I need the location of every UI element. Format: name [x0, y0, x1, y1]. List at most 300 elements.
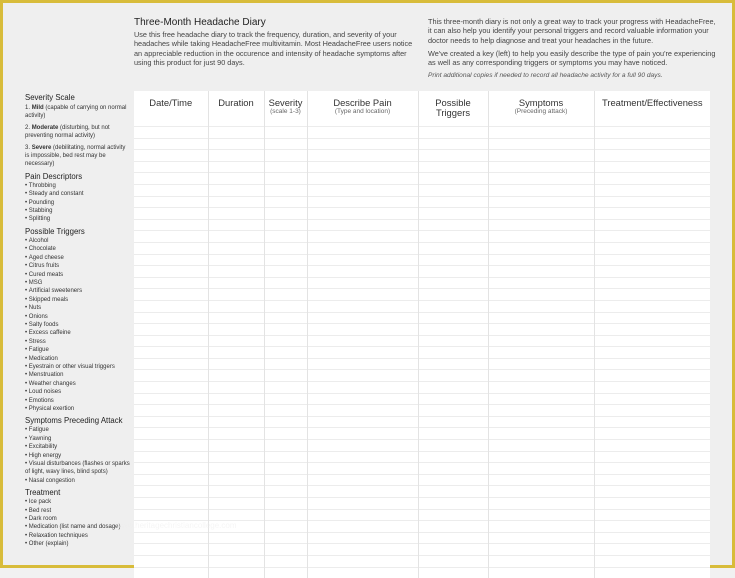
table-cell[interactable] [418, 266, 488, 278]
list-item: • Excess caffeine [25, 329, 130, 337]
table-cell[interactable] [264, 161, 307, 173]
table-row [134, 532, 710, 544]
table-cell[interactable] [208, 196, 264, 208]
table-cell[interactable] [307, 358, 418, 370]
table-cell[interactable] [264, 486, 307, 498]
table-cell[interactable] [134, 509, 208, 521]
table-cell[interactable] [307, 300, 418, 312]
table-cell[interactable] [594, 405, 710, 417]
table-cell[interactable] [134, 370, 208, 382]
table-cell[interactable] [488, 312, 594, 324]
table-cell[interactable] [418, 509, 488, 521]
table-cell[interactable] [594, 416, 710, 428]
table-cell[interactable] [307, 393, 418, 405]
column-header-possible-triggers: Possible Triggers [418, 91, 488, 127]
table-cell[interactable] [134, 184, 208, 196]
table-cell[interactable] [134, 567, 208, 578]
table-cell[interactable] [264, 184, 307, 196]
table-cell[interactable] [418, 498, 488, 510]
list-item: • Skipped meals [25, 296, 130, 304]
table-cell[interactable] [307, 266, 418, 278]
table-cell[interactable] [418, 150, 488, 162]
table-cell[interactable] [594, 474, 710, 486]
table-cell[interactable] [307, 289, 418, 301]
table-cell[interactable] [488, 416, 594, 428]
table-cell[interactable] [264, 382, 307, 394]
table-row [134, 463, 710, 475]
table-cell[interactable] [488, 405, 594, 417]
table-cell[interactable] [418, 416, 488, 428]
list-item: • Excitability [25, 443, 130, 451]
table-cell[interactable] [134, 544, 208, 556]
table-cell[interactable] [488, 532, 594, 544]
table-cell[interactable] [208, 138, 264, 150]
table-cell[interactable] [594, 382, 710, 394]
table-cell[interactable] [594, 277, 710, 289]
table-cell[interactable] [488, 242, 594, 254]
table-cell[interactable] [208, 474, 264, 486]
table-cell[interactable] [488, 498, 594, 510]
table-cell[interactable] [134, 161, 208, 173]
table-cell[interactable] [594, 428, 710, 440]
table-cell[interactable] [264, 405, 307, 417]
table-cell[interactable] [307, 324, 418, 336]
table-cell[interactable] [134, 498, 208, 510]
table-cell[interactable] [134, 266, 208, 278]
table-cell[interactable] [488, 451, 594, 463]
table-cell[interactable] [208, 347, 264, 359]
table-cell[interactable] [418, 486, 488, 498]
table-cell[interactable] [208, 289, 264, 301]
table-cell[interactable] [307, 509, 418, 521]
table-cell[interactable] [134, 428, 208, 440]
table-cell[interactable] [418, 231, 488, 243]
table-cell[interactable] [488, 266, 594, 278]
table-cell[interactable] [418, 127, 488, 139]
table-cell[interactable] [418, 300, 488, 312]
table-row [134, 173, 710, 185]
table-cell[interactable] [488, 173, 594, 185]
table-cell[interactable] [488, 184, 594, 196]
table-cell[interactable] [307, 521, 418, 533]
table-cell[interactable] [418, 382, 488, 394]
table-cell[interactable] [594, 370, 710, 382]
table-cell[interactable] [208, 173, 264, 185]
table-cell[interactable] [307, 347, 418, 359]
table-cell[interactable] [134, 242, 208, 254]
table-cell[interactable] [134, 173, 208, 185]
table-cell[interactable] [264, 254, 307, 266]
list-item: • Steady and constant [25, 190, 130, 198]
list-item: • Onions [25, 313, 130, 321]
table-cell[interactable] [264, 266, 307, 278]
table-cell[interactable] [594, 463, 710, 475]
table-cell[interactable] [594, 347, 710, 359]
table-cell[interactable] [307, 231, 418, 243]
table-cell[interactable] [307, 242, 418, 254]
table-cell[interactable] [594, 440, 710, 452]
table-cell[interactable] [488, 555, 594, 567]
list-item: • Nuts [25, 304, 130, 312]
table-cell[interactable] [208, 161, 264, 173]
table-cell[interactable] [488, 289, 594, 301]
table-cell[interactable] [488, 300, 594, 312]
table-cell[interactable] [264, 567, 307, 578]
table-cell[interactable] [264, 196, 307, 208]
table-cell[interactable] [488, 370, 594, 382]
table-cell[interactable] [594, 532, 710, 544]
table-cell[interactable] [208, 266, 264, 278]
table-cell[interactable] [264, 544, 307, 556]
table-cell[interactable] [264, 532, 307, 544]
table-cell[interactable] [418, 532, 488, 544]
table-cell[interactable] [488, 347, 594, 359]
table-cell[interactable] [134, 555, 208, 567]
table-cell[interactable] [264, 509, 307, 521]
table-cell[interactable] [594, 208, 710, 220]
table-cell[interactable] [134, 277, 208, 289]
table-cell[interactable] [208, 486, 264, 498]
table-cell[interactable] [594, 324, 710, 336]
table-cell[interactable] [307, 451, 418, 463]
table-cell[interactable] [264, 231, 307, 243]
intro-text: Use this free headache diary to track the frequency, duration, and severity of your headaches while taking HeadacheFree multivitamin. Most HeadacheFree users notice an appreciable reduction in the occurence and intensity of headache symptoms after using this product for just 90 days. [134, 30, 419, 67]
table-cell[interactable] [208, 324, 264, 336]
table-cell[interactable] [418, 521, 488, 533]
table-cell[interactable] [488, 428, 594, 440]
table-cell[interactable] [264, 428, 307, 440]
table-cell[interactable] [594, 555, 710, 567]
table-cell[interactable] [134, 440, 208, 452]
table-cell[interactable] [208, 150, 264, 162]
table-row [134, 370, 710, 382]
table-cell[interactable] [208, 567, 264, 578]
table-cell[interactable] [264, 440, 307, 452]
table-cell[interactable] [134, 486, 208, 498]
table-cell[interactable] [307, 208, 418, 220]
table-cell[interactable] [208, 208, 264, 220]
table-cell[interactable] [488, 474, 594, 486]
table-cell[interactable] [134, 347, 208, 359]
table-cell[interactable] [594, 486, 710, 498]
table-cell[interactable] [488, 127, 594, 139]
table-cell[interactable] [264, 451, 307, 463]
table-cell[interactable] [307, 254, 418, 266]
table-cell[interactable] [208, 405, 264, 417]
table-cell[interactable] [307, 382, 418, 394]
table-cell[interactable] [264, 498, 307, 510]
table-cell[interactable] [488, 567, 594, 578]
table-cell[interactable] [418, 393, 488, 405]
table-cell[interactable] [264, 335, 307, 347]
table-cell[interactable] [134, 289, 208, 301]
table-cell[interactable] [307, 463, 418, 475]
column-header-symptoms: Symptoms (Preceding attack) [488, 91, 594, 127]
table-cell[interactable] [307, 196, 418, 208]
table-cell[interactable] [488, 335, 594, 347]
table-cell[interactable] [264, 242, 307, 254]
table-cell[interactable] [418, 312, 488, 324]
list-item: • Stabbing [25, 207, 130, 215]
table-cell[interactable] [488, 382, 594, 394]
table-cell[interactable] [594, 312, 710, 324]
table-row [134, 416, 710, 428]
table-cell[interactable] [307, 184, 418, 196]
table-cell[interactable] [208, 440, 264, 452]
table-cell[interactable] [307, 370, 418, 382]
table-cell[interactable] [134, 208, 208, 220]
table-cell[interactable] [134, 405, 208, 417]
table-cell[interactable] [134, 416, 208, 428]
table-cell[interactable] [208, 231, 264, 243]
table-cell[interactable] [134, 393, 208, 405]
table-cell[interactable] [594, 521, 710, 533]
table-cell[interactable] [307, 486, 418, 498]
table-cell[interactable] [307, 474, 418, 486]
possible-triggers-list [25, 237, 130, 414]
table-cell[interactable] [488, 277, 594, 289]
table-cell[interactable] [594, 219, 710, 231]
table-cell[interactable] [488, 219, 594, 231]
table-cell[interactable] [307, 219, 418, 231]
table-cell[interactable] [418, 463, 488, 475]
table-cell[interactable] [488, 463, 594, 475]
table-cell[interactable] [264, 324, 307, 336]
table-cell[interactable] [418, 335, 488, 347]
table-cell[interactable] [594, 196, 710, 208]
table-cell[interactable] [134, 335, 208, 347]
table-cell[interactable] [418, 184, 488, 196]
table-row [134, 289, 710, 301]
treatment-heading: Treatment [25, 488, 130, 498]
table-cell[interactable] [594, 138, 710, 150]
table-cell[interactable] [488, 486, 594, 498]
table-cell[interactable] [208, 335, 264, 347]
table-cell[interactable] [264, 416, 307, 428]
table-cell[interactable] [264, 555, 307, 567]
table-cell[interactable] [208, 277, 264, 289]
table-cell[interactable] [264, 208, 307, 220]
list-item: • Fatigue [25, 426, 130, 434]
table-cell[interactable] [418, 208, 488, 220]
table-cell[interactable] [264, 173, 307, 185]
table-cell[interactable] [134, 451, 208, 463]
table-cell[interactable] [134, 150, 208, 162]
table-cell[interactable] [134, 312, 208, 324]
table-cell[interactable] [307, 127, 418, 139]
table-cell[interactable] [488, 208, 594, 220]
table-cell[interactable] [208, 498, 264, 510]
table-cell[interactable] [418, 405, 488, 417]
table-cell[interactable] [594, 254, 710, 266]
table-cell[interactable] [208, 219, 264, 231]
table-cell[interactable] [418, 567, 488, 578]
table-cell[interactable] [134, 324, 208, 336]
table-cell[interactable] [418, 347, 488, 359]
table-cell[interactable] [418, 173, 488, 185]
table-row [134, 358, 710, 370]
table-cell[interactable] [418, 138, 488, 150]
table-cell[interactable] [134, 127, 208, 139]
table-cell[interactable] [488, 521, 594, 533]
table-row [134, 277, 710, 289]
table-cell[interactable] [208, 127, 264, 139]
table-cell[interactable] [594, 150, 710, 162]
table-cell[interactable] [264, 127, 307, 139]
table-cell[interactable] [418, 196, 488, 208]
table-cell[interactable] [208, 382, 264, 394]
table-cell[interactable] [134, 196, 208, 208]
table-cell[interactable] [264, 347, 307, 359]
table-cell[interactable] [264, 370, 307, 382]
table-cell[interactable] [307, 416, 418, 428]
table-cell[interactable] [307, 161, 418, 173]
table-cell[interactable] [208, 428, 264, 440]
table-cell[interactable] [488, 254, 594, 266]
table-cell[interactable] [134, 254, 208, 266]
table-cell[interactable] [264, 300, 307, 312]
table-cell[interactable] [264, 463, 307, 475]
table-cell[interactable] [307, 312, 418, 324]
table-cell[interactable] [594, 393, 710, 405]
table-cell[interactable] [418, 358, 488, 370]
table-cell[interactable] [307, 555, 418, 567]
table-cell[interactable] [208, 300, 264, 312]
table-row [134, 138, 710, 150]
table-cell[interactable] [594, 289, 710, 301]
table-row [134, 428, 710, 440]
table-cell[interactable] [594, 509, 710, 521]
table-cell[interactable] [208, 416, 264, 428]
table-cell[interactable] [418, 440, 488, 452]
table-cell[interactable] [418, 289, 488, 301]
table-cell[interactable] [264, 289, 307, 301]
table-cell[interactable] [134, 382, 208, 394]
table-cell[interactable] [594, 242, 710, 254]
table-cell[interactable] [307, 498, 418, 510]
table-cell[interactable] [264, 277, 307, 289]
table-cell[interactable] [208, 312, 264, 324]
table-cell[interactable] [307, 138, 418, 150]
table-cell[interactable] [418, 555, 488, 567]
severity-item: 3. Severe (debilitating, normal activity is impossible, bed rest may be necessary) [25, 144, 130, 169]
table-cell[interactable] [264, 474, 307, 486]
table-cell[interactable] [134, 138, 208, 150]
table-cell[interactable] [264, 521, 307, 533]
table-row [134, 451, 710, 463]
table-cell[interactable] [134, 231, 208, 243]
table-cell[interactable] [488, 324, 594, 336]
table-cell[interactable] [418, 324, 488, 336]
table-cell[interactable] [594, 544, 710, 556]
table-cell[interactable] [307, 567, 418, 578]
table-cell[interactable] [208, 358, 264, 370]
table-cell[interactable] [134, 219, 208, 231]
table-cell[interactable] [594, 266, 710, 278]
table-cell[interactable] [418, 254, 488, 266]
table-cell[interactable] [264, 393, 307, 405]
table-cell[interactable] [488, 150, 594, 162]
table-cell[interactable] [594, 173, 710, 185]
table-cell[interactable] [488, 509, 594, 521]
table-cell[interactable] [594, 231, 710, 243]
table-cell[interactable] [418, 219, 488, 231]
table-cell[interactable] [488, 138, 594, 150]
table-cell[interactable] [488, 393, 594, 405]
table-cell[interactable] [208, 254, 264, 266]
table-cell[interactable] [488, 358, 594, 370]
list-item: • Visual disturbances (flashes or sparks of light, wavy lines, blind spots) [25, 460, 130, 477]
table-cell[interactable] [307, 150, 418, 162]
table-cell[interactable] [594, 567, 710, 578]
list-item: • Stress [25, 338, 130, 346]
table-cell[interactable] [488, 196, 594, 208]
table-cell[interactable] [418, 544, 488, 556]
table-cell[interactable] [134, 300, 208, 312]
table-cell[interactable] [488, 161, 594, 173]
table-cell[interactable] [134, 463, 208, 475]
table-cell[interactable] [594, 161, 710, 173]
table-cell[interactable] [264, 358, 307, 370]
table-cell[interactable] [307, 440, 418, 452]
table-cell[interactable] [418, 277, 488, 289]
table-cell[interactable] [594, 498, 710, 510]
table-cell[interactable] [594, 335, 710, 347]
table-cell[interactable] [208, 184, 264, 196]
table-cell[interactable] [208, 509, 264, 521]
table-cell[interactable] [418, 370, 488, 382]
table-cell[interactable] [208, 544, 264, 556]
table-cell[interactable] [307, 532, 418, 544]
table-cell[interactable] [134, 474, 208, 486]
table-cell[interactable] [594, 300, 710, 312]
table-cell[interactable] [307, 544, 418, 556]
table-cell[interactable] [208, 532, 264, 544]
table-cell[interactable] [307, 405, 418, 417]
table-cell[interactable] [208, 555, 264, 567]
table-cell[interactable] [208, 393, 264, 405]
table-cell[interactable] [134, 532, 208, 544]
table-cell[interactable] [594, 358, 710, 370]
table-cell[interactable] [307, 173, 418, 185]
table-cell[interactable] [418, 428, 488, 440]
table-cell[interactable] [594, 184, 710, 196]
list-item: • Salty foods [25, 321, 130, 329]
table-cell[interactable] [307, 335, 418, 347]
table-cell[interactable] [208, 463, 264, 475]
table-cell[interactable] [208, 370, 264, 382]
table-cell[interactable] [264, 138, 307, 150]
table-cell[interactable] [594, 127, 710, 139]
table-cell[interactable] [418, 161, 488, 173]
table-cell[interactable] [418, 242, 488, 254]
table-cell[interactable] [418, 451, 488, 463]
info-column [428, 17, 718, 85]
table-cell[interactable] [264, 219, 307, 231]
table-cell[interactable] [418, 474, 488, 486]
table-cell[interactable] [594, 451, 710, 463]
table-cell[interactable] [208, 451, 264, 463]
table-cell[interactable] [488, 544, 594, 556]
table-cell[interactable] [488, 440, 594, 452]
table-cell[interactable] [134, 358, 208, 370]
table-cell[interactable] [307, 277, 418, 289]
table-cell[interactable] [264, 312, 307, 324]
table-cell[interactable] [488, 231, 594, 243]
table-cell[interactable] [264, 150, 307, 162]
table-cell[interactable] [208, 242, 264, 254]
table-cell[interactable] [307, 428, 418, 440]
